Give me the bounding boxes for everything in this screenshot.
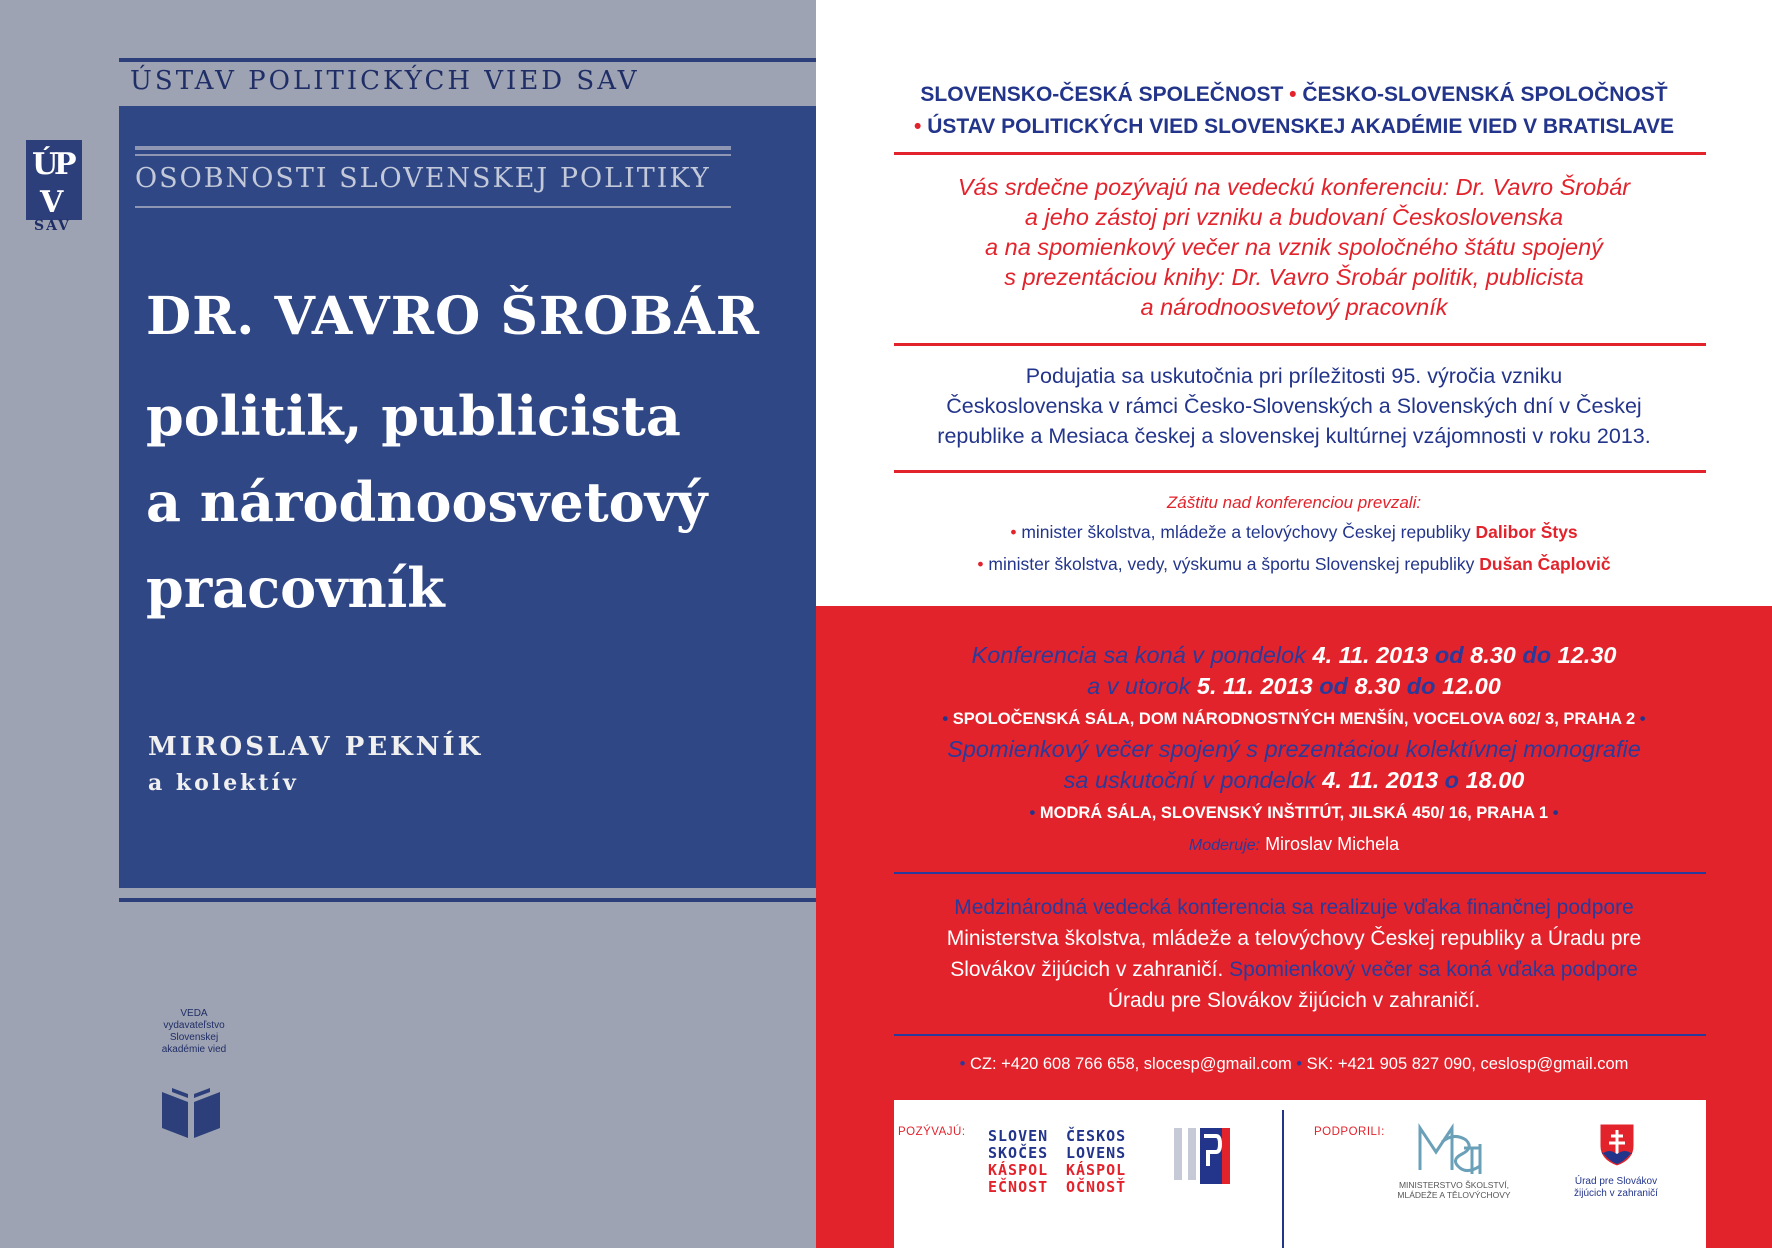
funding-line-2: Ministerstva školstva, mládeže a telovýchovy Českej republiky a Úradu pre [946, 927, 1642, 950]
cover-author-suffix: a kolektív [148, 770, 299, 796]
msmt-logo-icon [1414, 1122, 1494, 1178]
patronage-heading: Záštitu nad konferenciou prevzali: [1166, 493, 1422, 512]
cover-title-line-2: politik, publicista [146, 384, 681, 448]
occasion-line-2: Československa v rámci Česko-Slovenských a Slovenských dní v Českej [946, 394, 1642, 418]
svg-text:V: V [40, 185, 64, 220]
book-cover [0, 0, 816, 1248]
venue-2: • MODRÁ SÁLA, SLOVENSKÝ INŠTITÚT, JILSKÁ 450/ 16, PRAHA 1 • [1029, 804, 1559, 822]
publisher-label: VEDA vydavateľstvo Slovenskej akadémie vied [161, 1008, 227, 1055]
contact-sk: SK: +421 905 827 090, ceslosp@gmail.com [1306, 1055, 1629, 1073]
venue-1: • SPOLOČENSKÁ SÁLA, DOM NÁRODNOSTNÝCH MENŠÍN, VOCELOVA 602/ 3, PRAHA 2 • [942, 710, 1646, 728]
funding-rule [894, 1034, 1706, 1036]
cover-title-line-3: a národnoosvetový [146, 470, 708, 534]
header-line-2: • ÚSTAV POLITICKÝCH VIED SLOVENSKEJ AKADÉMIE VIED V BRATISLAVE [914, 115, 1674, 138]
funding-line-3: Slovákov žijúcich v zahraničí. Spomienkový večer sa koná vďaka podpore [950, 958, 1638, 981]
cover-author: MIROSLAV PEKNÍK [148, 732, 484, 762]
schedule-rule [894, 872, 1706, 874]
schedule-line-2: a v utorok 5. 11. 2013 od 8.30 do 12.00 [1087, 673, 1501, 699]
cover-bottom-rule [119, 898, 816, 902]
cover-top-rule [119, 58, 816, 62]
cover-institute: ÚSTAV POLITICKÝCH VIED SAV [130, 66, 640, 96]
funding-line-4: Úradu pre Slovákov žijúcich v zahraničí. [1107, 989, 1481, 1012]
cesko-slovenska-logo: ČESKOS LOVENS KÁSPOL OČNOSŤ [1066, 1127, 1127, 1196]
invite-line-5: a národnoosvetový pracovník [1140, 294, 1448, 320]
evening-line-1: Spomienkový večer spojený s prezentáciou kolektívnej monografie [947, 736, 1641, 762]
cover-title-line-1: DR. VAVRO ŠROBÁR [146, 286, 760, 347]
invite-line-2: a jeho zástoj pri vzniku a budovaní Československa [1024, 204, 1564, 230]
invite-line-3: a na spomienkový večer na vznik spoločného štátu spojený [985, 234, 1603, 260]
publisher-book-icon [158, 1084, 224, 1140]
funding-line-1: Medzinárodná vedecká konferencia sa realizuje vďaka finančnej podpore [954, 896, 1634, 919]
logo-box [894, 1100, 1706, 1248]
header-line-1: SLOVENSKO-ČESKÁ SPOLEČNOST • ČESKO-SLOVENSKÁ SPOLOČNOSŤ [920, 83, 1668, 106]
patron-item-2: • minister školstva, vedy, výskumu a športu Slovenskej republiky Dušan Čaplovič [977, 554, 1611, 574]
svg-text:P: P [54, 147, 77, 182]
slovensko-ceska-logo: SLOVEN SKOČES KÁSPOL EČNOST [988, 1127, 1049, 1196]
header-rule [894, 152, 1706, 155]
invitation [816, 0, 1772, 1248]
invited-label: POZÝVAJÚ: [898, 1126, 966, 1138]
occasion-line-3: republike a Mesiaca českej a slovenskej kultúrnej vzájomnosti v roku 2013. [937, 424, 1651, 448]
invite-line-1: Vás srdečne pozývajú na vedeckú konferenciu: Dr. Vavro Šrobár [957, 174, 1631, 200]
panel-rule-top-thin [135, 154, 731, 156]
invite-rule [894, 343, 1706, 346]
panel-rule-bottom [135, 206, 731, 208]
msmt-caption: MINISTERSTVO ŠKOLSTVÍ, MLÁDEŽE A TĚLOVÝCHOVY [1397, 1180, 1511, 1200]
invite-line-4: s prezentáciou knihy: Dr. Vavro Šrobár politik, publicista [1004, 264, 1584, 290]
uzp-caption: Úrad pre Slovákov žijúcich v zahraničí [1574, 1176, 1658, 1199]
upv-logo-sub: SAV [34, 218, 71, 234]
upv-sav-logo-icon [1164, 1126, 1244, 1190]
occasion-line-1: Podujatia sa uskutočnia pri príležitosti 95. výročia vzniku [1025, 364, 1563, 388]
panel-rule-top [135, 146, 731, 150]
logo-divider [1282, 1110, 1284, 1248]
occasion-rule [894, 470, 1706, 473]
supported-label: PODPORILI: [1314, 1126, 1385, 1138]
evening-line-2: sa uskutoční v pondelok 4. 11. 2013 o 18.00 [1063, 767, 1525, 793]
cover-title-line-4: pracovník [146, 556, 445, 620]
patron-item-1: • minister školstva, mládeže a telovýchovy Českej republiky Dalibor Štys [1010, 522, 1578, 542]
contact-line: • CZ: +420 608 766 658, slocesp@gmail.com • SK: +421 905 827 090, ceslosp@gmail.com [959, 1055, 1629, 1073]
schedule-line-1: Konferencia sa koná v pondelok 4. 11. 2013 od 8.30 do 12.30 [971, 642, 1617, 668]
moderator: Moderuje: Miroslav Michela [1188, 834, 1400, 854]
contact-cz: CZ: +420 608 766 658, slocesp@gmail.com [969, 1055, 1292, 1073]
slovak-coat-of-arms-icon [1598, 1122, 1636, 1168]
cover-series: OSOBNOSTI SLOVENSKEJ POLITIKY [135, 163, 711, 194]
svg-text:Ú: Ú [32, 147, 59, 182]
